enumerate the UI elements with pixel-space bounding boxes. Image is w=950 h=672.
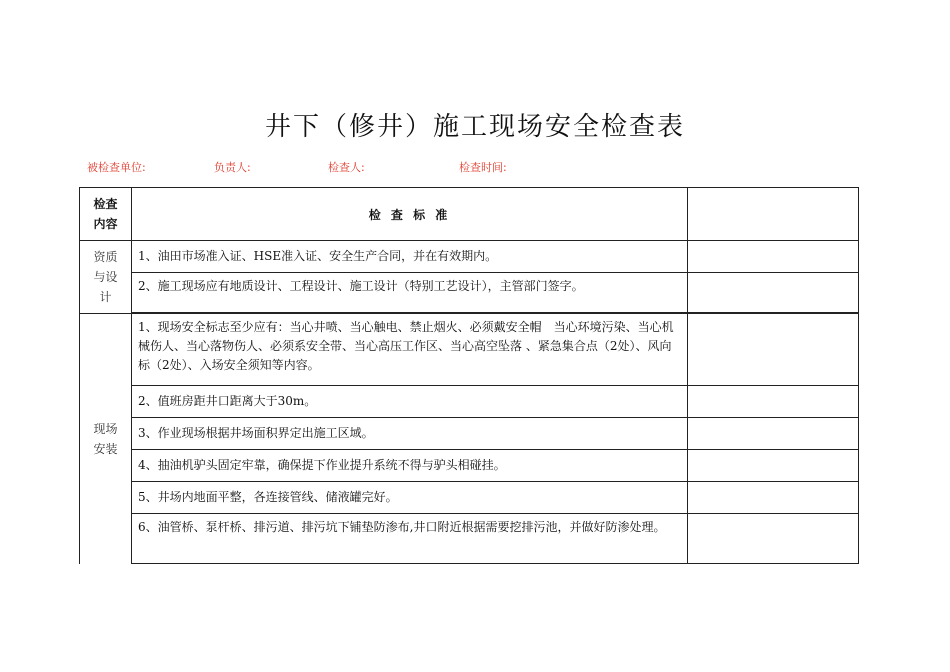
inspected-unit-label: 被检查单位: (87, 161, 146, 174)
responsible-person-label: 负责人: (214, 161, 251, 174)
table-row (80, 273, 859, 313)
table-row (80, 514, 859, 564)
table-row (80, 418, 859, 450)
result-cell[interactable] (688, 514, 859, 564)
page-title: 井下（修井）施工现场安全检查表 (264, 112, 685, 142)
standard-cell: 2、值班房距井口距离大于30m。 (132, 386, 688, 418)
inspection-time-label: 检查时间: (459, 161, 507, 174)
table-row (80, 241, 859, 273)
table-row (80, 314, 859, 386)
category-cell (80, 241, 132, 313)
table-row (80, 450, 859, 482)
category-label: 资质与设计 (93, 249, 118, 304)
category-header: 检查内容 (93, 197, 118, 231)
result-header-cell[interactable] (688, 188, 859, 241)
standard-cell: 4、抽油机驴头固定牢靠，确保提下作业提升系统不得与驴头相碰挂。 (132, 450, 688, 482)
standard-cell: 2、施工现场应有地质设计、工程设计、施工设计（特别工艺设计），主管部门签字。 (132, 273, 688, 313)
table-header-row (80, 188, 859, 241)
standard-cell: 6、油管桥、泵杆桥、排污道、排污坑下铺垫防渗布,井口附近根据需要挖排污池，并做好防渗处理。 (132, 514, 688, 564)
result-cell[interactable] (688, 273, 859, 313)
result-cell[interactable] (688, 386, 859, 418)
result-cell[interactable] (688, 314, 859, 386)
category-label: 现场安装 (93, 421, 118, 456)
category-cell (80, 314, 132, 564)
category-header-cell (80, 188, 132, 241)
inspector-label: 检查人: (328, 161, 365, 174)
standard-cell: 3、作业现场根据井场面积界定出施工区域。 (132, 418, 688, 450)
inspection-table (79, 187, 859, 564)
result-cell[interactable] (688, 482, 859, 514)
standard-cell: 1、现场安全标志至少应有：当心井喷、当心触电、禁止烟火、必须戴安全帽 当心环境污染、当心机械伤人、当心落物伤人、必须系安全带、当心高压工作区、当心高空坠落 、紧急集合点（2处）、风向标（2处）、入场安全须知等内容。 (132, 314, 688, 386)
standard-cell: 5、井场内地面平整，各连接管线、储液罐完好。 (132, 482, 688, 514)
standard-cell: 1、油田市场准入证、HSE准入证、安全生产合同，并在有效期内。 (132, 241, 688, 273)
result-cell[interactable] (688, 418, 859, 450)
table-row (80, 482, 859, 514)
standard-header: 检 查 标 准 (132, 188, 688, 241)
result-cell[interactable] (688, 450, 859, 482)
table-row (80, 386, 859, 418)
result-cell[interactable] (688, 241, 859, 273)
